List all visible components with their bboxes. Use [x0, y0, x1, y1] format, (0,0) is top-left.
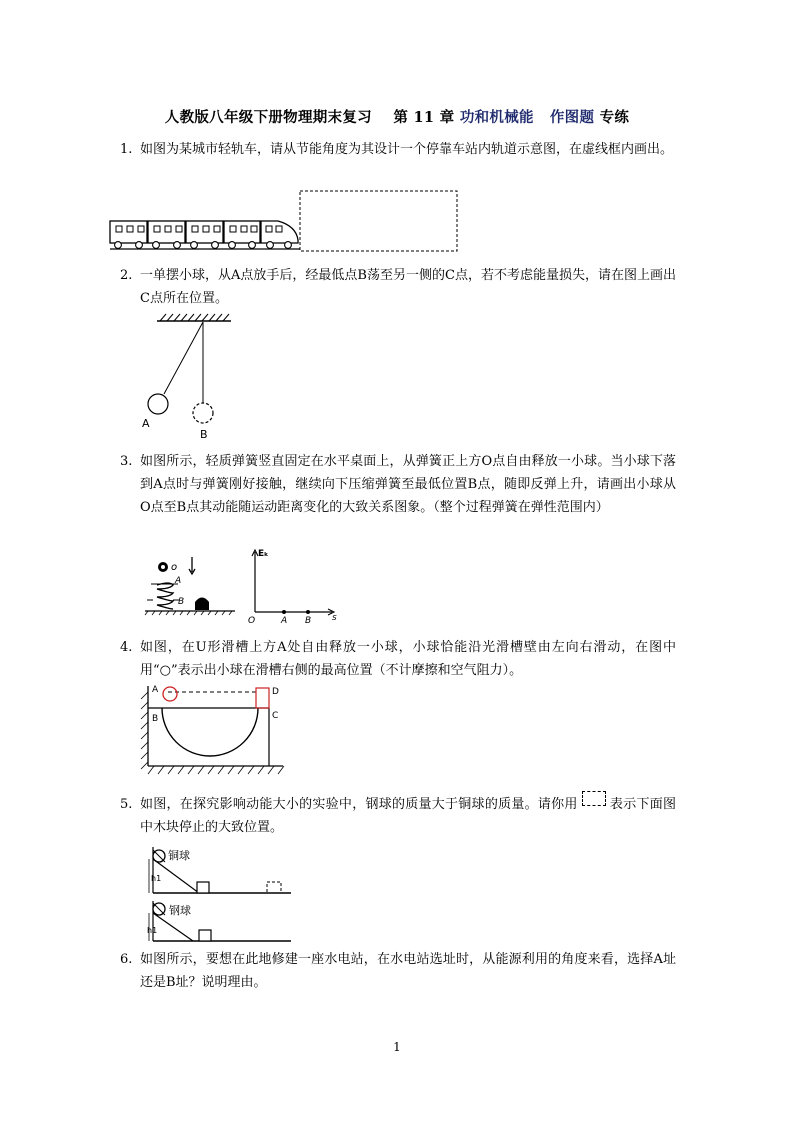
- question-number: 3.: [120, 454, 133, 469]
- question-text-a: 如图，在探究影响动能大小的实验中，钢球的质量大于铜球的质量。请你用: [140, 797, 578, 812]
- label-a: A: [142, 417, 150, 430]
- block-end-dashed: [267, 882, 281, 893]
- ball-b-dashed: [193, 403, 213, 423]
- question-number: 6.: [120, 952, 133, 967]
- question-4: [120, 636, 676, 682]
- label-b: B: [178, 597, 185, 607]
- answer-dashed-box: [300, 191, 457, 251]
- height-label: h1: [151, 874, 162, 883]
- dashed-box-symbol: [582, 791, 606, 806]
- ball-label: 钢球: [169, 904, 191, 917]
- wood-block: [199, 930, 211, 941]
- ball-a: [148, 394, 168, 414]
- question-text-b: 表示下面图中木块停止的大致位置。: [140, 797, 676, 835]
- question-3: [120, 450, 676, 519]
- u-trough-figure: [138, 684, 288, 778]
- ball-label: 铜球: [168, 849, 190, 862]
- question-text: 如图为某城市轻轨车，请从节能角度为其设计一个停靠车站内轨道示意图，在虚线框内画出。: [140, 142, 674, 157]
- energy-graph: [240, 548, 340, 626]
- marker-d: [256, 688, 269, 708]
- axis-origin-label: O: [248, 616, 256, 626]
- label-a: A: [152, 685, 159, 695]
- pendulum-figure: [138, 312, 248, 444]
- question-text: 如图所示，轻质弹簧竖直固定在水平桌面上，从弹簧正上方O点自由释放一小球。当小球下落到A点时与弹簧刚好接触，继续向下压缩弹簧至最低位置B点，随即反弹上升，请画出小球从O点至B点其动能随运动距离变化的大致关系图象。（整个过程弹簧在弹性范围内）: [140, 454, 676, 515]
- question-number: 4.: [120, 640, 133, 655]
- title-chapter: 第 11 章: [393, 109, 455, 126]
- page-title: [0, 106, 794, 127]
- axis-x-label: s: [332, 613, 337, 623]
- tick-a-label: A: [281, 616, 288, 626]
- label-c: C: [272, 711, 279, 721]
- compressed-ball: [195, 598, 209, 611]
- label-b: B: [200, 428, 208, 441]
- tick-b-label: B: [305, 616, 312, 626]
- height-label: h1: [147, 926, 158, 935]
- label-b: B: [152, 714, 159, 724]
- spring-coil: [157, 583, 173, 609]
- question-5: [120, 793, 676, 839]
- question-text: 一单摆小球，从A点放手后，经最低点B荡至另一侧的C点，若不考虑能量损失，请在图上画出C点所在位置。: [140, 268, 676, 306]
- question-1: [120, 138, 676, 161]
- question-text: 如图所示，要想在此地修建一座水电站，在水电站选址时，从能源利用的角度来看，选择A址还是B址？说明理由。: [140, 952, 676, 990]
- question-text: [120, 793, 676, 839]
- label-o: o: [171, 562, 178, 573]
- ramp-figure-1: [145, 843, 295, 899]
- axis-y-label: Eₖ: [258, 549, 269, 559]
- question-6: [120, 948, 676, 994]
- spring-figure: [145, 552, 235, 622]
- question-text: 如图，在U形滑槽上方A处自由释放一小球，小球恰能沿光滑槽壁由左向右滑动，在图中用“○”表示出小球在滑槽右侧的最高位置（不计摩擦和空气阻力）。: [140, 640, 676, 678]
- title-type: 作图题: [549, 109, 595, 126]
- ball-a: [163, 687, 177, 701]
- title-topic: 功和机械能: [459, 109, 534, 126]
- title-main: 人教版八年级下册物理期末复习: [164, 109, 372, 126]
- wood-block: [197, 882, 209, 893]
- question-number: 1.: [120, 142, 133, 157]
- train-figure: [108, 188, 468, 254]
- page-number: 1: [393, 1040, 401, 1054]
- question-number: 5.: [120, 797, 133, 812]
- label-a: A: [175, 576, 182, 586]
- label-d: D: [272, 687, 279, 697]
- question-2: [120, 264, 676, 310]
- ramp-figure-2: [145, 897, 295, 947]
- question-number: 2.: [120, 268, 133, 283]
- title-suffix: 专练: [599, 109, 630, 126]
